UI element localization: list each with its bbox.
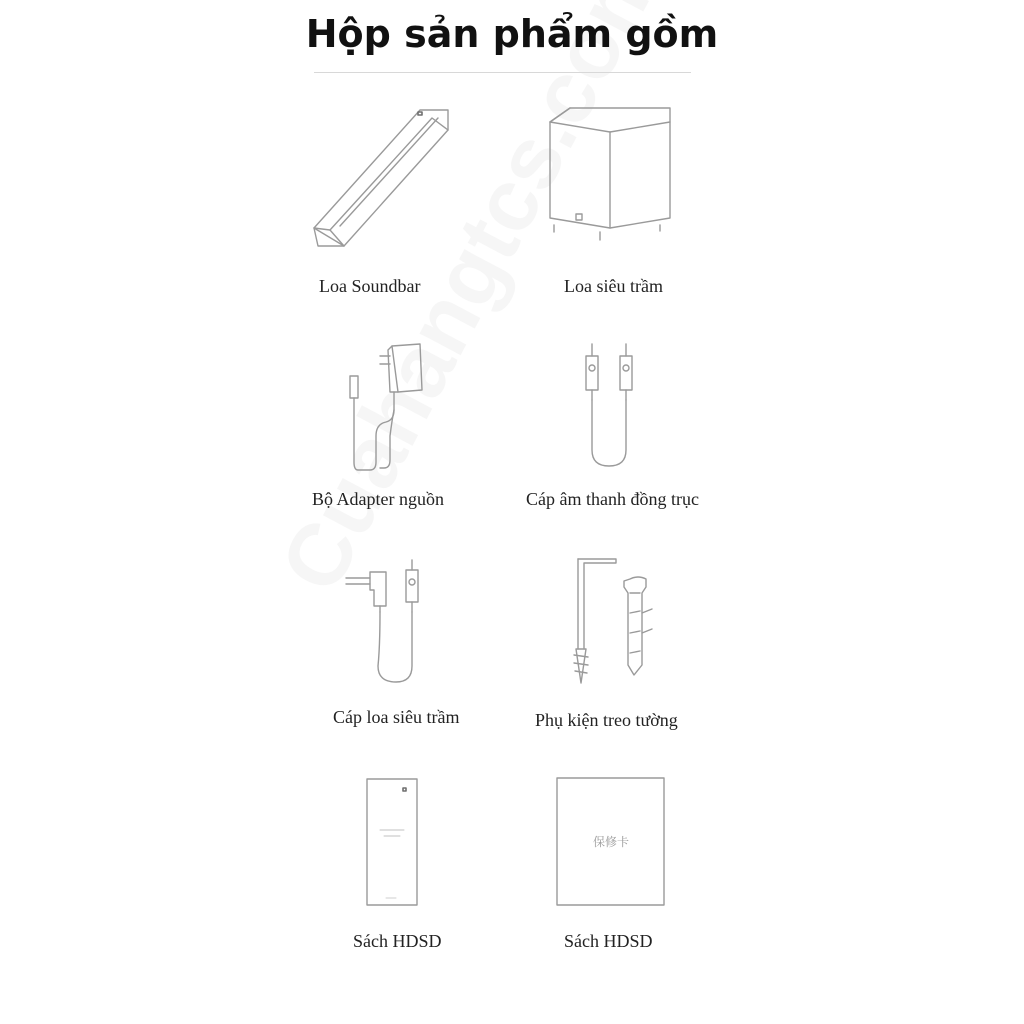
manual-booklet-icon <box>366 778 418 908</box>
warranty-card-icon <box>556 777 666 907</box>
item-label-subwoofer-cable: Cáp loa siêu trầm <box>333 707 460 727</box>
power-adapter-icon <box>340 340 440 475</box>
item-label-soundbar: Loa Soundbar <box>319 276 421 296</box>
coaxial-cable-icon <box>576 340 646 475</box>
item-label-coaxial-cable: Cáp âm thanh đồng trục <box>526 489 699 509</box>
item-label-wall-mount-kit: Phụ kiện treo tường <box>535 710 678 730</box>
item-label-warranty-card: Sách HDSD <box>564 931 653 951</box>
wall-mount-kit-icon <box>560 553 670 688</box>
item-label-manual: Sách HDSD <box>353 931 442 951</box>
watermark <box>260 0 683 608</box>
item-label-power-adapter: Bộ Adapter nguồn <box>312 489 444 509</box>
title-divider <box>314 72 691 73</box>
soundbar-icon <box>300 100 460 260</box>
page-title: Hộp sản phẩm gồm <box>305 12 719 56</box>
warranty-card-text: 保修卡 <box>592 835 629 849</box>
item-label-subwoofer: Loa siêu trầm <box>564 276 663 296</box>
subwoofer-cable-icon <box>340 556 440 691</box>
subwoofer-icon <box>540 100 680 260</box>
